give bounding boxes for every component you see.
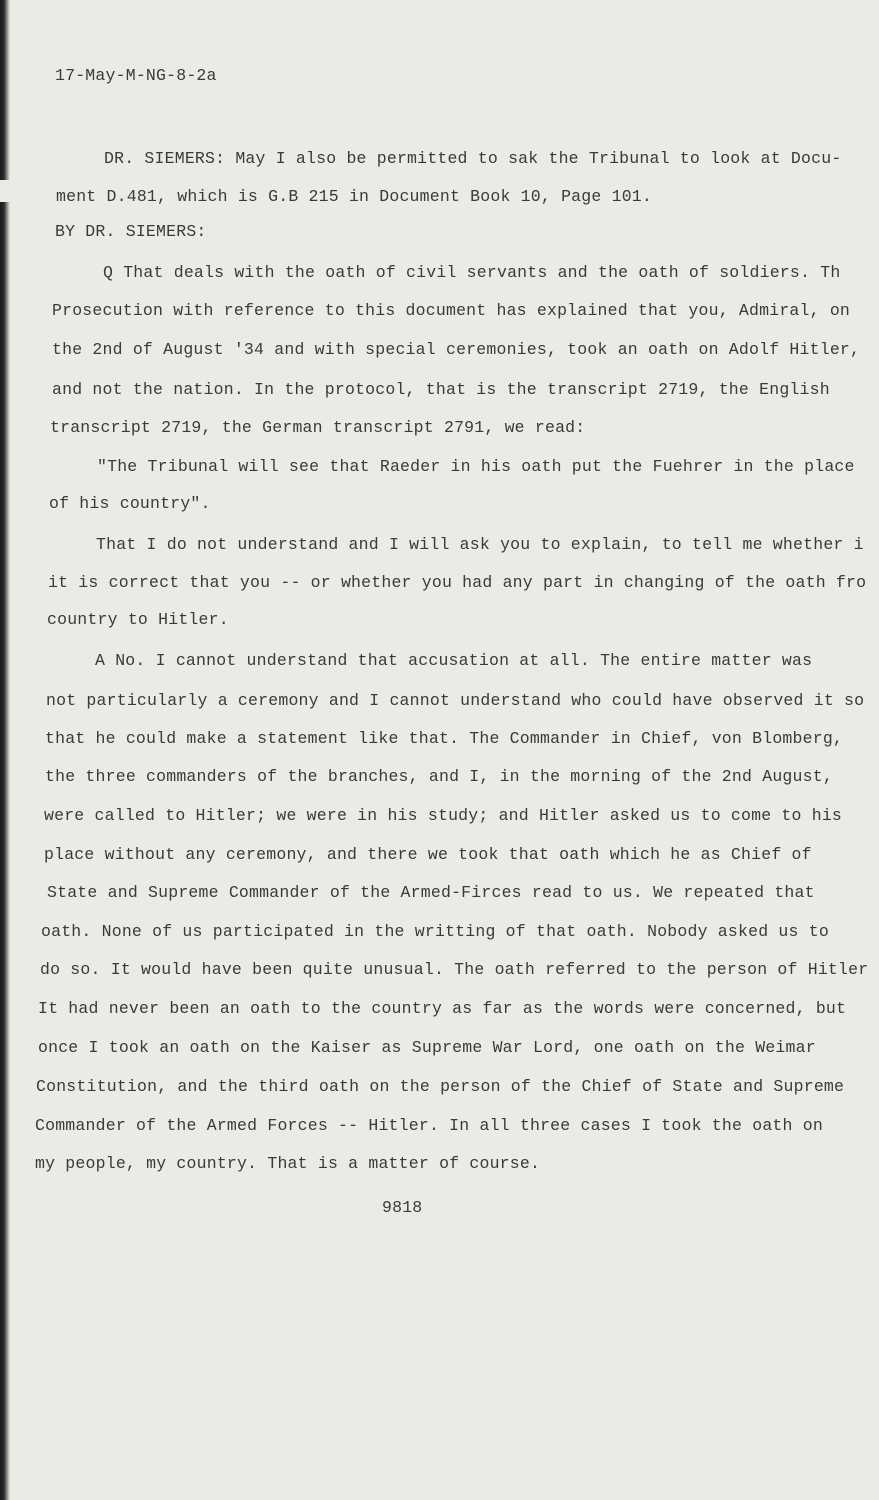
page-edge-notch	[0, 180, 14, 202]
text-line: the three commanders of the branches, and I, in the morning of the 2nd August,	[45, 767, 833, 786]
text-line: transcript 2719, the German transcript 2791, we read:	[50, 418, 586, 437]
text-line: Q That deals with the oath of civil servants and the oath of soldiers. Th	[103, 263, 841, 282]
document-reference: 17-May-M-NG-8-2a	[55, 66, 217, 85]
text-line: it is correct that you -- or whether you had any part in changing of the oath fro	[48, 573, 867, 592]
text-line: That I do not understand and I will ask you to explain, to tell me whether i	[96, 535, 864, 554]
text-line: that he could make a statement like that. The Commander in Chief, von Blomberg,	[45, 729, 844, 748]
text-line: Prosecution with reference to this document has explained that you, Admiral, on	[52, 301, 851, 320]
page-number: 9818	[382, 1198, 423, 1217]
text-line: of his country".	[49, 494, 211, 513]
text-line: Commander of the Armed Forces -- Hitler. In all three cases I took the oath on	[35, 1116, 823, 1135]
text-line: and not the nation. In the protocol, that is the transcript 2719, the English	[52, 380, 830, 399]
page-edge-shadow	[0, 0, 10, 1500]
text-line: once I took an oath on the Kaiser as Supreme War Lord, one oath on the Weimar	[38, 1038, 816, 1057]
text-line: the 2nd of August '34 and with special ceremonies, took an oath on Adolf Hitler,	[52, 340, 861, 359]
text-line: not particularly a ceremony and I cannot understand who could have observed it so	[46, 691, 865, 710]
text-line: It had never been an oath to the country as far as the words were concerned, but	[38, 999, 847, 1018]
text-line: DR. SIEMERS: May I also be permitted to sak the Tribunal to look at Docu-	[104, 149, 842, 168]
text-line: do so. It would have been quite unusual. The oath referred to the person of Hitler	[40, 960, 869, 979]
text-line: State and Supreme Commander of the Armed-Firces read to us. We repeated that	[47, 883, 815, 902]
text-line: oath. None of us participated in the writting of that oath. Nobody asked us to	[41, 922, 829, 941]
text-line: A No. I cannot understand that accusation at all. The entire matter was	[95, 651, 813, 670]
text-line: place without any ceremony, and there we took that oath which he as Chief of	[44, 845, 812, 864]
text-line: ment D.481, which is G.B 215 in Document Book 10, Page 101.	[56, 187, 652, 206]
text-line: my people, my country. That is a matter of course.	[35, 1154, 541, 1173]
text-line: "The Tribunal will see that Raeder in his oath put the Fuehrer in the place	[97, 457, 855, 476]
text-line: Constitution, and the third oath on the person of the Chief of State and Supreme	[36, 1077, 845, 1096]
text-line: were called to Hitler; we were in his study; and Hitler asked us to come to his	[44, 806, 843, 825]
text-line: country to Hitler.	[47, 610, 229, 629]
text-line: BY DR. SIEMERS:	[55, 222, 207, 241]
